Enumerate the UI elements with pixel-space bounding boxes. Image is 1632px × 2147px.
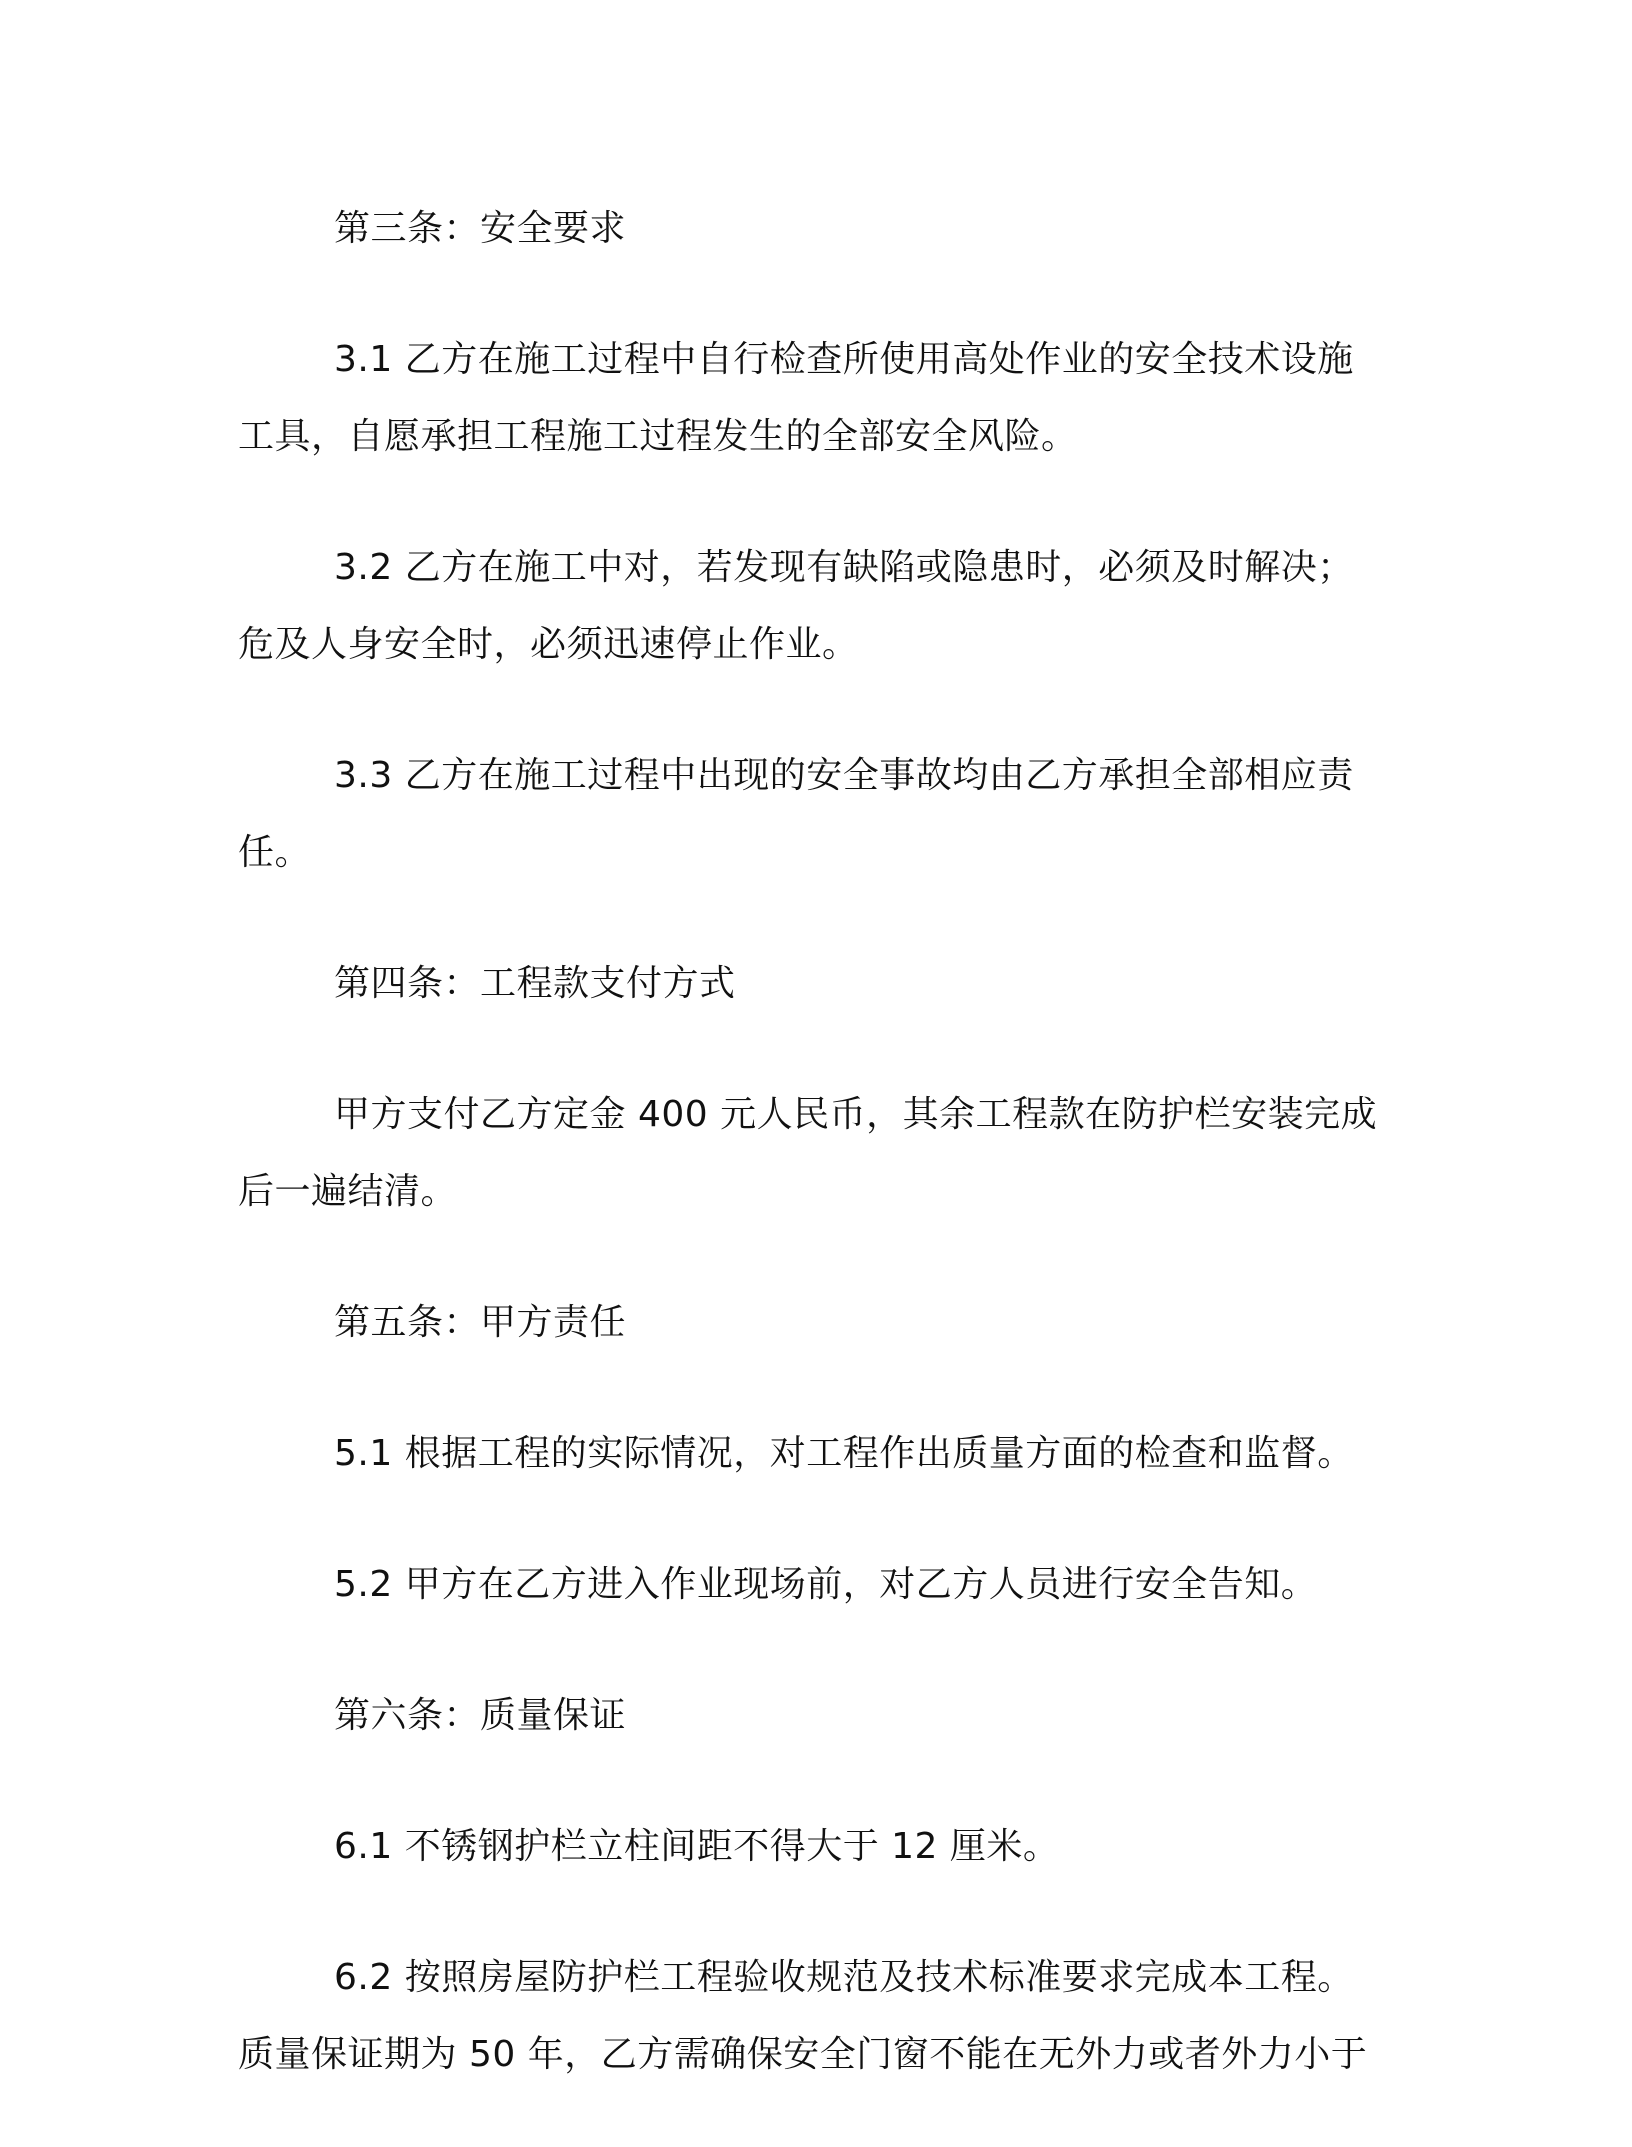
clause-6-2: [238, 1939, 1378, 2093]
clause-6-1-line-1: 6.1 不锈钢护栏立柱间距不得大于 12 厘米。: [334, 1826, 1060, 1867]
clause-5-1-line-1: 5.1 根据工程的实际情况，对工程作出质量方面的检查和监督。: [334, 1433, 1354, 1474]
section-heading-3: 第三条：安全要求: [334, 208, 627, 249]
document-body: [238, 190, 1378, 2147]
clause-6-1: [238, 1808, 1378, 1885]
clause-6-2-line-1: 6.2 按照房屋防护栏工程验收规范及技术标准要求完成本工程。: [334, 1957, 1354, 1998]
clause-3-2: [238, 529, 1378, 683]
clause-3-3-line-2: 任。: [238, 832, 312, 873]
clause-5-2-line-1: 5.2 甲方在乙方进入作业现场前，对乙方人员进行安全告知。: [334, 1564, 1318, 1605]
clause-3-1-line-1: 3.1 乙方在施工过程中自行检查所使用高处作业的安全技术设施: [334, 339, 1354, 380]
clause-6-2-line-2: 质量保证期为 50 年，乙方需确保安全门窗不能在无外力或者外力小于: [238, 2034, 1368, 2075]
clause-4-payment: [238, 1076, 1378, 1230]
clause-3-1: [238, 321, 1378, 475]
clause-5-2: [238, 1546, 1378, 1623]
clause-3-3: [238, 737, 1378, 891]
section-heading-4: 第四条：工程款支付方式: [334, 963, 736, 1004]
section-heading-6: 第六条：质量保证: [334, 1695, 627, 1736]
clause-3-2-line-2: 危及人身安全时，必须迅速停止作业。: [238, 624, 859, 665]
clause-4-line-2: 后一遍结清。: [238, 1171, 458, 1212]
clause-3-1-line-2: 工具，自愿承担工程施工过程发生的全部安全风险。: [238, 416, 1078, 457]
clause-4-line-1: 甲方支付乙方定金 400 元人民币，其余工程款在防护栏安装完成: [334, 1094, 1378, 1135]
clause-3-3-line-1: 3.3 乙方在施工过程中出现的安全事故均由乙方承担全部相应责: [334, 755, 1354, 796]
section-heading-5: 第五条：甲方责任: [334, 1302, 627, 1343]
clause-5-1: [238, 1415, 1378, 1492]
clause-3-2-line-1: 3.2 乙方在施工中对，若发现有缺陷或隐患时，必须及时解决；: [334, 547, 1354, 588]
